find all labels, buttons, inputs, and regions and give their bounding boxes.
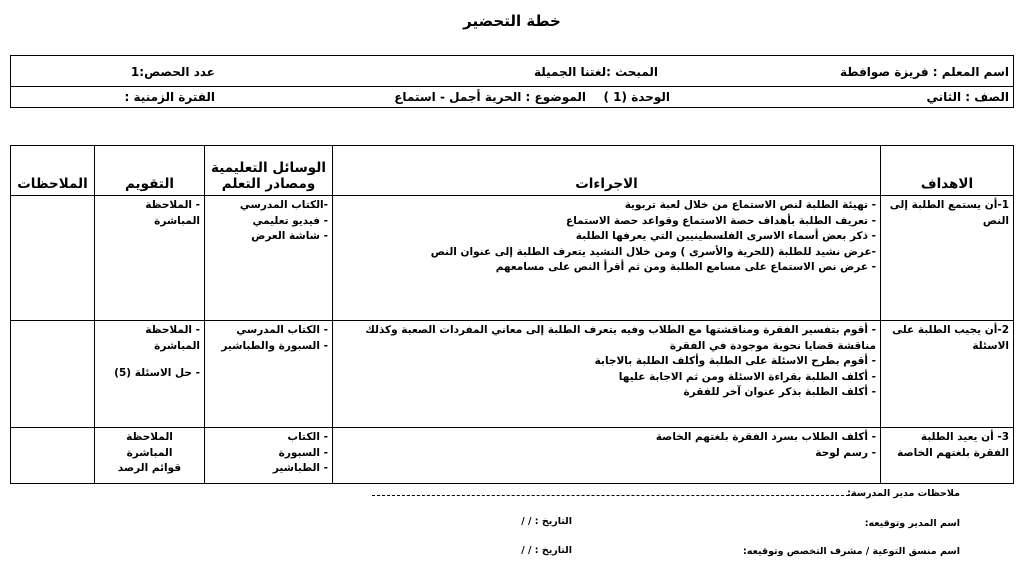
teacher-name: اسم المعلم : فريزة صوافطة — [839, 65, 1009, 79]
time-period: الفترة الزمنية : — [124, 90, 215, 104]
procedure-item: - رسم لوحة — [815, 446, 876, 459]
goal-cell — [881, 196, 1014, 321]
resource-item: - الكتاب — [287, 431, 328, 443]
resource-item: - السبورة والطباشير — [221, 339, 328, 352]
subject-name: المبحث :لغتنا الجميلة — [533, 65, 658, 79]
resource-item: -الكتاب المدرسي — [239, 199, 328, 211]
resources-cell — [205, 321, 333, 428]
supervisor-signature-label: اسم منسق التوعية / مشرف التخصص وتوقيعه: — [743, 546, 960, 557]
evaluation-item: المباشرة — [154, 339, 200, 352]
procedure-item: - عرض نص الاستماع على مسامع الطلبة ومن ثم أقرأ النص على مسامعهم — [495, 261, 876, 273]
resources-cell — [205, 196, 333, 321]
goal-text: 1-أن يستمع الطلبة إلى النص — [889, 199, 1009, 227]
procedure-item: - أقوم بطرح الاسئلة على الطلبة وأكلف الطلبة بالاجابة — [594, 355, 876, 367]
procedure-item: -عرض نشيد للطلبة (للحرية والأسرى ) ومن خلال النشيد يتعرف الطلبة إلى عنوان النص — [430, 245, 876, 258]
info-divider — [11, 86, 1013, 87]
spacer — [99, 354, 200, 366]
procedures-cell — [333, 196, 881, 321]
evaluation-cell — [95, 321, 205, 428]
grade-level: الصف : الثاني — [926, 90, 1009, 104]
resource-item: - السبورة — [278, 446, 328, 459]
lesson-plan-table — [10, 145, 1014, 484]
class-count: عدد الحصص:1 — [130, 65, 215, 79]
principal-date: التاريخ : / / — [521, 516, 572, 527]
procedure-item: - تعريف الطلبة بأهداف حصة الاستماع وقواعد حصة الاستماع — [566, 214, 876, 227]
evaluation-item: - الملاحظة — [145, 324, 200, 336]
notes-cell — [11, 321, 95, 428]
resource-item: - شاشة العرض — [251, 230, 328, 242]
unit-number: الوحدة (1 ) — [603, 90, 670, 104]
evaluation-item: قوائم الرصد — [117, 462, 182, 474]
procedure-item: - أكلف الطلاب بسرد الفقرة بلغتهم الخاصة — [655, 431, 876, 443]
procedure-item: - أقوم بتفسير الفقرة ومناقشتها مع الطلاب وفيه يتعرف الطلبة إلى معاني المفردات الصعبة وكذلك مناقشة قضايا نحوية موجودة في الفقرة — [365, 324, 876, 352]
table-row — [11, 321, 1014, 428]
header-evaluation: التقويم — [95, 146, 205, 196]
goal-cell — [881, 428, 1014, 484]
principal-notes-label: ملاحظات مدير المدرسة: — [847, 488, 960, 499]
header-goals: الاهداف — [881, 146, 1014, 196]
procedure-item: - ذكر بعض أسماء الاسرى الفلسطينيين التي يعرفها الطلبة — [575, 230, 876, 242]
resource-item: - الكتاب المدرسي — [236, 324, 328, 336]
table-header-row — [11, 146, 1014, 196]
teacher-info-box — [10, 55, 1014, 108]
page-title: خطة التحضير — [463, 12, 561, 30]
evaluation-item: - الملاحظة — [145, 199, 200, 211]
evaluation-item: المباشرة — [154, 214, 200, 227]
procedures-cell — [333, 321, 881, 428]
procedure-item: - أكلف الطلبة بذكر عنوان آخر للفقرة — [683, 386, 876, 398]
header-resources: الوسائل التعليمية ومصادر التعلم — [205, 146, 333, 196]
procedure-item: - تهيئة الطلبة لنص الاستماع من خلال لعبة تربوية — [624, 199, 876, 211]
evaluation-item: الملاحظة — [126, 431, 173, 443]
evaluation-item: - حل الاسئلة (5) — [114, 367, 200, 379]
resource-item: - الطباشير — [272, 462, 328, 474]
supervisor-date: التاريخ : / / — [521, 545, 572, 556]
principal-notes-line — [372, 495, 854, 496]
header-procedures: الاجراءات — [333, 146, 881, 196]
procedure-item: - أكلف الطلبة بقراءة الاسئلة ومن ثم الاجابة عليها — [618, 370, 876, 383]
table-row — [11, 428, 1014, 484]
evaluation-item: المباشرة — [126, 446, 173, 459]
resources-cell — [205, 428, 333, 484]
goal-text: 3- أن يعيد الطلبة الفقرة بلغتهم الخاصة — [897, 431, 1009, 459]
header-notes: الملاحظات — [11, 146, 95, 196]
lesson-topic: الموضوع : الحرية أجمل - استماع — [394, 90, 586, 104]
evaluation-cell — [95, 196, 205, 321]
evaluation-cell — [95, 428, 205, 484]
goal-cell — [881, 321, 1014, 428]
goal-text: 2-أن يجيب الطلبة على الاسئلة — [892, 324, 1009, 352]
notes-cell — [11, 196, 95, 321]
resource-item: - فيديو تعليمي — [252, 214, 328, 227]
notes-cell — [11, 428, 95, 484]
procedures-cell — [333, 428, 881, 484]
table-row — [11, 196, 1014, 321]
principal-signature-label: اسم المدير وتوقيعه: — [864, 518, 960, 529]
